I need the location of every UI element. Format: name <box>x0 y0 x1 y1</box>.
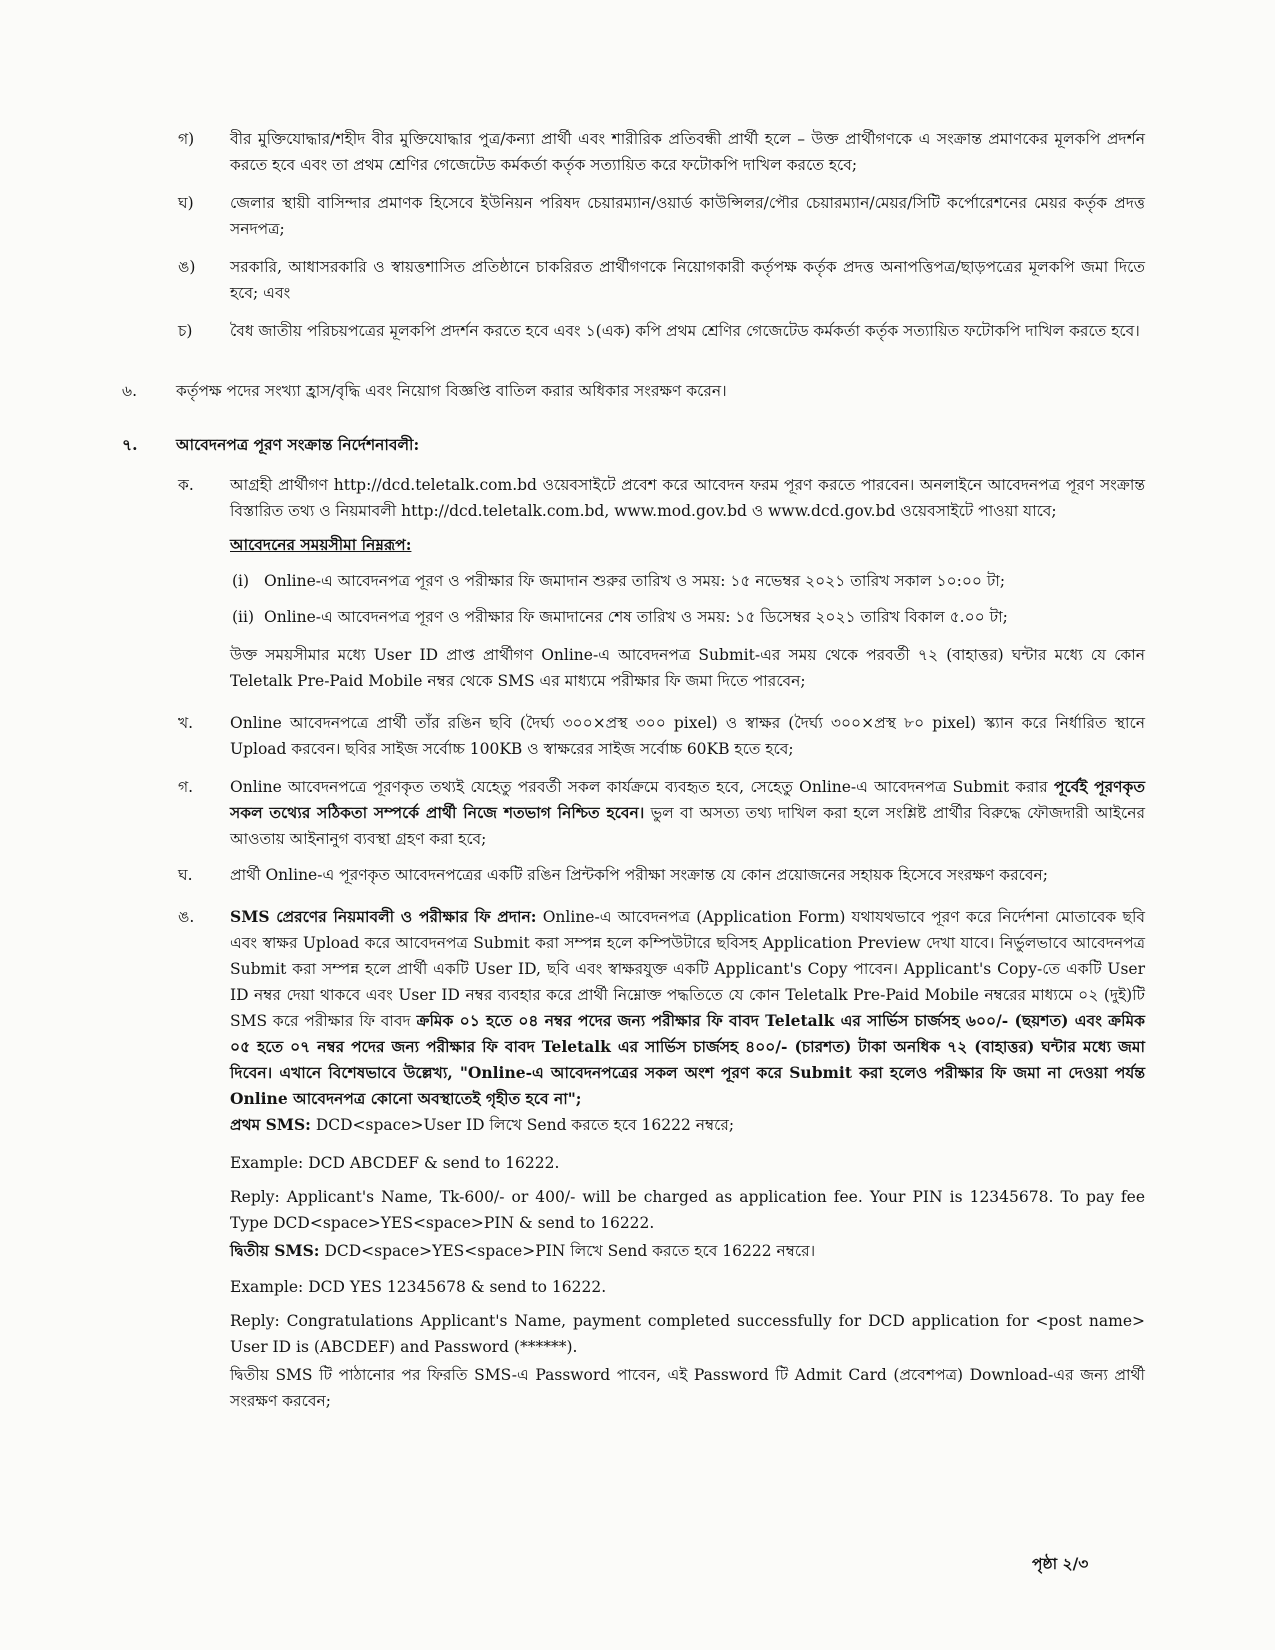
second-sms-example: Example: DCD YES 12345678 & send to 16222. <box>230 1278 607 1296</box>
first-sms-reply: Reply: Applicant's Name, Tk-600/- or 400/- will be charged as application fee. Your PIN is 12345678. To pay fee Type DCD<space>YES<space>PIN & send to 16222. <box>230 1188 1145 1232</box>
ga-text-part-a: Online আবেদনপত্রে পূরণকৃত তথ্যই যেহেতু পরবর্তী সকল কার্যক্রমে ব্যবহৃত হবে, সেহেতু Online-এ আবেদনপত্র Submit করার <box>230 778 1054 796</box>
second-sms-line <box>230 1238 1145 1264</box>
deadline-heading: আবেদনের সময়সীমা নিম্নরূপ: <box>230 535 412 554</box>
item-text-gh: জেলার স্থায়ী বাসিন্দার প্রমাণক হিসেবে ইউনিয়ন পরিষদ চেয়ারম্যান/ওয়ার্ড কাউন্সিলর/পৌর চেয়ারম্যান/মেয়র/সিটি কর্পোরেশনের মেয়র কর্তৃক প্রদত্ত সনদপত্র; <box>230 194 1145 238</box>
second-sms-text: DCD<space>YES<space>PIN লিখে Send করতে হবে 16222 নম্বরে। <box>319 1242 816 1260</box>
item-marker-nga: ঙ. <box>178 908 195 926</box>
ga-text-bold: পূর্বেই পূরণকৃত সকল তথ্যের সঠিকতা সম্পর্কে প্রার্থী নিজে শতভাগ নিশ্চিত হবেন। <box>230 777 1146 822</box>
item-text-ng: সরকারি, আধাসরকারি ও স্বায়ত্তশাসিত প্রতিষ্ঠানে চাকরিরত প্রার্থীগণকে নিয়োগকারী কর্তৃপক্ষ কর্তৃক প্রদত্ত অনাপত্তিপত্র/ছাড়পত্রের মূলকপি জমা দিতে হবে; এবং <box>230 258 1145 302</box>
deadline-note: উক্ত সময়সীমার মধ্যে User ID প্রাপ্ত প্রার্থীগণ Online-এ আবেদনপত্র Submit-এর সময় থেকে পরবর্তী ৭২ (বাহাত্তর) ঘন্টার মধ্যে যে কোন Teletalk Pre-Paid Mobile নম্বর থেকে SMS এর মাধ্যমে পরীক্ষার ফি জমা দিতে পারবেন; <box>230 646 1145 690</box>
item-text-nga <box>230 904 1145 1112</box>
sms-rules-text: Online-এ আবেদনপত্র (Application Form) যথাযথভাবে পূরণ করে নির্দেশনা মোতাবেক ছবি এবং স্বাক্ষর Upload করে আবেদনপত্র Submit করা সম্পন্ন হলে কম্পিউটারে ছবিসহ Application Preview দেখা যাবে। নির্ভুলভাবে আবেদনপত্র Submit করা সম্পন্ন হলে প্রার্থী একটি User ID, ছবি এবং স্বাক্ষরযুক্ত একটি Applicant's Copy পাবেন। Applicant's Copy-তে একটি User ID নম্বর দেয়া থাকবে এবং User ID নম্বর ব্যবহার করে প্রার্থী নিম্নোক্ত পদ্ধতিতে যে কোন Teletalk Pre-Paid Mobile নম্বরের মাধ্যমে ০২ (দুই)টি SMS করে পরীক্ষার ফি বাবদ <box>230 908 1146 1030</box>
section-6-number: ৬. <box>122 382 138 400</box>
sms-rules-heading: SMS প্রেরণের নিয়মাবলী ও পরীক্ষার ফি প্রদান: <box>230 907 537 926</box>
deadline-ii-marker: (ii) <box>232 608 255 626</box>
item-text-ka: আগ্রহী প্রার্থীগণ http://dcd.teletalk.com.bd ওয়েবসাইটে প্রবেশ করে আবেদন ফরম পূরণ করতে পারবেন। অনলাইনে আবেদনপত্র পূরণ সংক্রান্ত বিস্তারিত তথ্য ও নিয়মাবলী http://dcd.teletalk.com.bd, www.mod.gov.bd ও www.dcd.gov.bd ওয়েবসাইটে পাওয়া যাবে; <box>230 476 1145 520</box>
deadline-end: Online-এ আবেদনপত্র পূরণ ও পরীক্ষার ফি জমাদানের শেষ তারিখ ও সময়: ১৫ ডিসেম্বর ২০২১ তারিখ বিকাল ৫.০০ টা; <box>264 608 1008 626</box>
item-marker-gh: ঘ) <box>178 194 194 212</box>
password-note: দ্বিতীয় SMS টি পাঠানোর পর ফিরতি SMS-এ Password পাবেন, এই Password টি Admit Card (প্রবেশপত্র) Download-এর জন্য প্রার্থী সংরক্ষণ করবেন; <box>230 1366 1145 1410</box>
item-text-gha: প্রার্থী Online-এ পূরণকৃত আবেদনপত্রের একটি রঙিন প্রিন্টকপি পরীক্ষা সংক্রান্ত যে কোন প্রয়োজনের সহায়ক হিসেবে সংরক্ষণ করবেন; <box>230 866 1049 884</box>
item-marker-kha: খ. <box>178 714 194 732</box>
item-marker-ng: ঙ) <box>178 258 196 276</box>
section-7-number: ৭. <box>122 435 138 454</box>
first-sms-line <box>230 1112 1145 1138</box>
ga-text-part-b: ভুল বা অসত্য তথ্য দাখিল করা হলে সংশ্লিষ্ট প্রার্থীর বিরুদ্ধে ফৌজদারী আইনের আওতায় আইনানুগ ব্যবস্থা গ্রহণ করা হবে; <box>230 804 1145 848</box>
section-6-text: কর্তৃপক্ষ পদের সংখ্যা হ্রাস/বৃদ্ধি এবং নিয়োগ বিজ্ঞপ্তি বাতিল করার অধিকার সংরক্ষণ করেন। <box>176 382 727 400</box>
item-marker-ch: চ) <box>178 322 193 340</box>
item-marker-gha: ঘ. <box>178 866 193 884</box>
first-sms-example: Example: DCD ABCDEF & send to 16222. <box>230 1154 560 1172</box>
item-marker-ka: ক. <box>178 476 194 494</box>
item-text-kha: Online আবেদনপত্রে প্রার্থী তাঁর রঙিন ছবি (দৈর্ঘ্য ৩০০×প্রস্থ ৩০০ pixel) ও স্বাক্ষর (দৈর্ঘ্য ৩০০×প্রস্থ ৮০ pixel) স্ক্যান করে নির্ধারিত স্থানে Upload করবেন। ছবির সাইজ সর্বোচ্চ 100KB ও স্বাক্ষরের সাইজ সর্বোচ্চ 60KB হতে হবে; <box>230 714 1145 758</box>
item-text-ch: বৈধ জাতীয় পরিচয়পত্রের মূলকপি প্রদর্শন করতে হবে এবং ১(এক) কপি প্রথম শ্রেণির গেজেটেড কর্মকর্তা কর্তৃক সত্যায়িত ফটোকপি দাখিল করতে হবে। <box>230 322 1140 340</box>
item-text-g: বীর মুক্তিযোদ্ধার/শহীদ বীর মুক্তিযোদ্ধার পুত্র/কন্যা প্রার্থী এবং শারীরিক প্রতিবন্ধী প্রার্থী হলে – উক্ত প্রার্থীগণকে এ সংক্রান্ত প্রমাণকের মূলকপি প্রদর্শন করতে হবে এবং তা প্রথম শ্রেণির গেজেটেড কর্মকর্তা কর্তৃক সত্যায়িত করে ফটোকপি দাখিল করতে হবে; <box>230 130 1145 174</box>
item-text-ga <box>230 774 1145 852</box>
deadline-start: Online-এ আবেদনপত্র পূরণ ও পরীক্ষার ফি জমাদান শুরুর তারিখ ও সময়: ১৫ নভেম্বর ২০২১ তারিখ সকাল ১০:০০ টা; <box>264 572 1006 590</box>
first-sms-label: প্রথম SMS: <box>230 1115 311 1134</box>
page-number: পৃষ্ঠা ২/৩ <box>1032 1554 1089 1573</box>
second-sms-reply: Reply: Congratulations Applicant's Name, payment completed successfully for DCD application for <post name> User ID is (ABCDEF) and Password (******). <box>230 1312 1145 1356</box>
item-marker-ga: গ. <box>178 778 194 796</box>
second-sms-label: দ্বিতীয় SMS: <box>230 1241 320 1260</box>
first-sms-text: DCD<space>User ID লিখে Send করতে হবে 16222 নম্বরে; <box>310 1116 735 1134</box>
section-7-heading: আবেদনপত্র পূরণ সংক্রান্ত নির্দেশনাবলী: <box>176 435 420 454</box>
item-marker-g: গ) <box>178 130 195 148</box>
sms-rules-fee-text: ক্রমিক ০১ হতে ০৪ নম্বর পদের জন্য পরীক্ষার ফি বাবদ Teletalk এর সার্ভিস চার্জসহ ৬০০/- (ছয়শত) এবং ক্রমিক ০৫ হতে ০৭ নম্বর পদের জন্য পরীক্ষার ফি বাবদ Teletalk এর সার্ভিস চার্জসহ ৪০০/- (চারশত) টাকা অনধিক ৭২ (বাহাত্তর) ঘন্টার মধ্যে জমা দিবেন। এখানে বিশেষভাবে উল্লেখ্য, "Online-এ আবেদনপত্রের সকল অংশ পূরণ করে Submit করা হলেও পরীক্ষার ফি জমা না দেওয়া পর্যন্ত Online আবেদনপত্র কোনো অবস্থাতেই গৃহীত হবে না"; <box>230 1011 1145 1108</box>
deadline-i-marker: (i) <box>232 572 250 590</box>
